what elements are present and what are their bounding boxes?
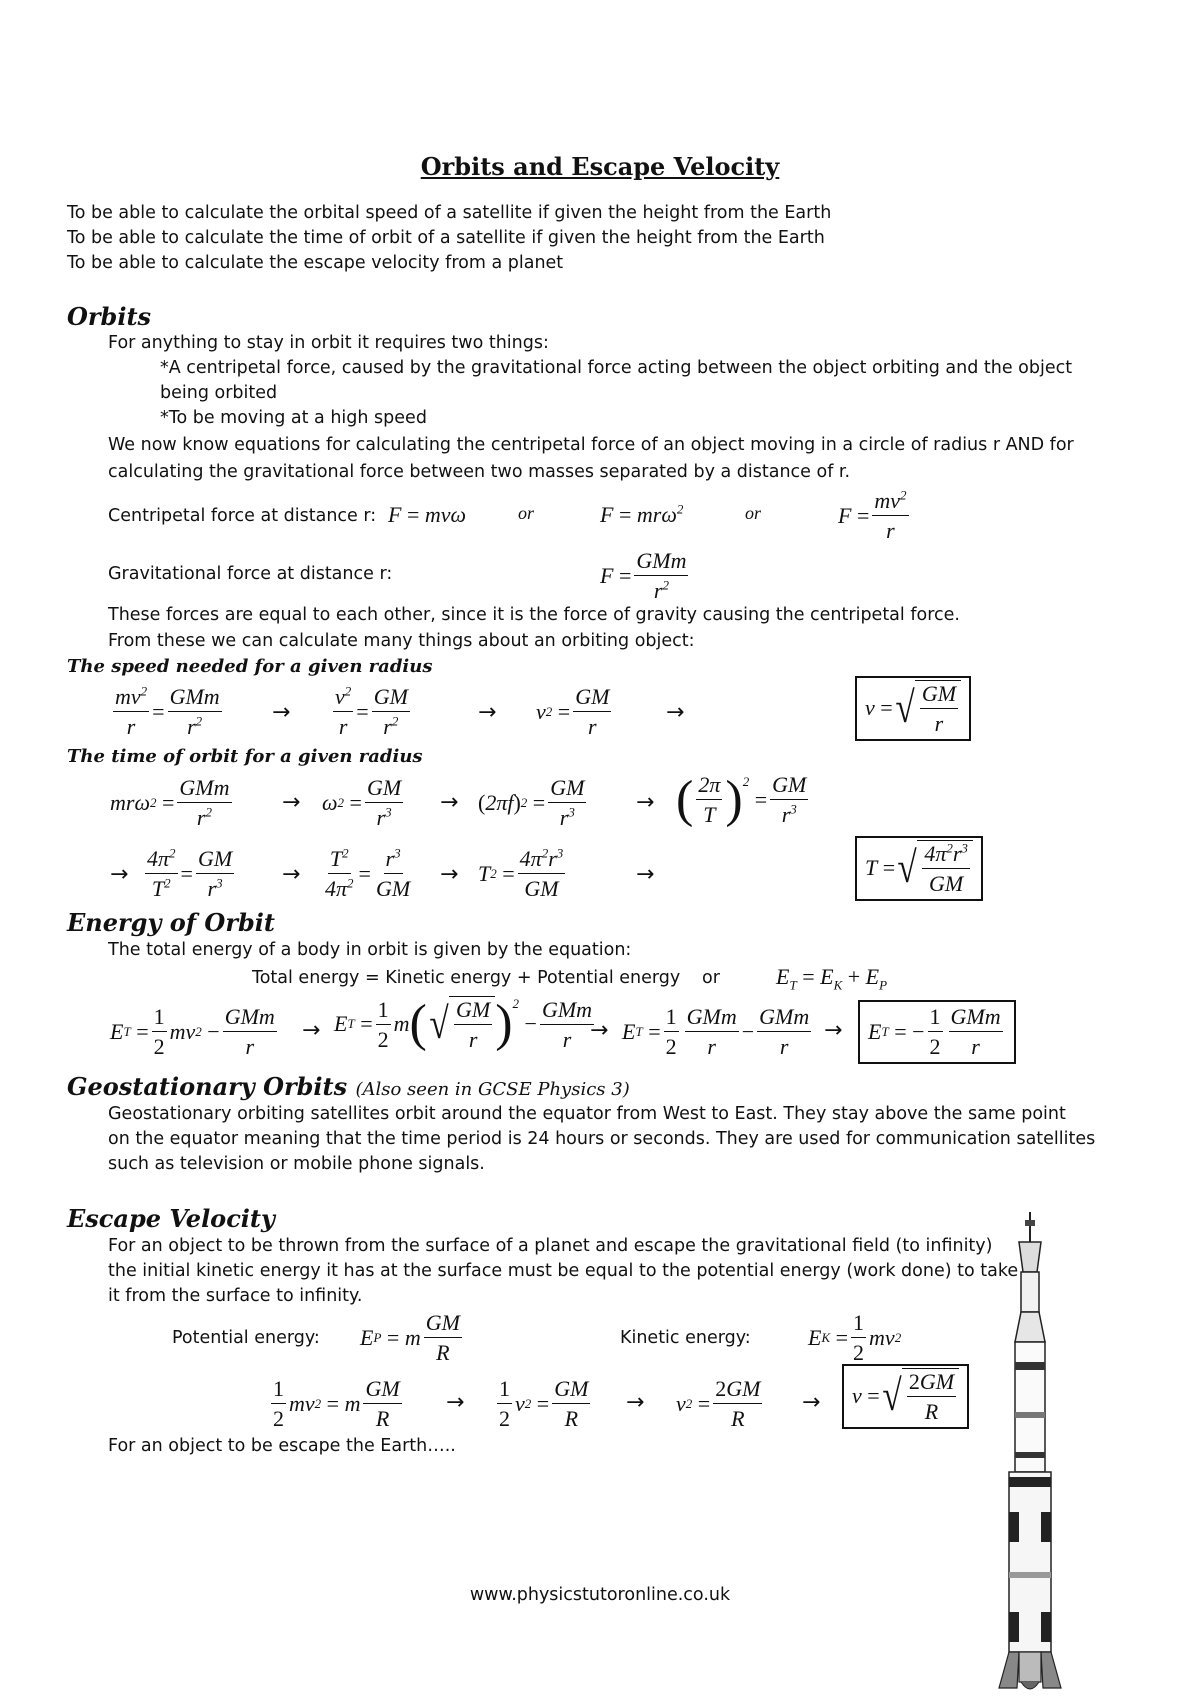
centripetal-label: Centripetal force at distance r: xyxy=(108,506,377,526)
geo-heading: Geostationary Orbits xyxy=(67,1072,348,1101)
orbits-bullet-1-cont: being orbited xyxy=(160,383,278,403)
energy-formula: $E_T = E_K + E_P$ xyxy=(776,964,888,993)
escape-line-3: it from the surface to infinity. xyxy=(108,1286,363,1306)
energy-or: or xyxy=(702,968,720,988)
arrow-icon: → xyxy=(110,862,129,887)
arrow-icon: → xyxy=(626,1390,645,1415)
orbits-para-1: We now know equations for calculating the centripetal force of an object moving in a circle of radius r AND for xyxy=(108,435,1074,455)
or-word-1: or xyxy=(518,503,535,523)
orbits-bullet-2: *To be moving at a high speed xyxy=(160,408,427,428)
geo-line-3: such as television or mobile phone signals. xyxy=(108,1154,485,1174)
or-word-2: or xyxy=(745,503,762,523)
energy-intro: The total energy of a body in orbit is given by the equation: xyxy=(108,940,632,960)
orbits-intro: For anything to stay in orbit it requires two things: xyxy=(108,333,549,353)
arrow-icon: → xyxy=(590,1018,609,1043)
orbits-bullet-1: *A centripetal force, caused by the gravitational force acting between the object orbiting and the object xyxy=(160,358,1073,378)
geo-line-2: on the equator meaning that the time period is 24 hours or seconds. They are used for communication satellites xyxy=(108,1129,1096,1149)
energy-eq-1: E T = $\frac{1}{2}$ mv 2 − $\frac{\text{GMm}}{r}$ xyxy=(110,1004,275,1060)
from-these-text: From these we can calculate many things about an orbiting object: xyxy=(108,631,695,651)
arrow-icon: → xyxy=(302,1018,321,1043)
potential-label: Potential energy: xyxy=(172,1328,320,1348)
arrow-icon: → xyxy=(446,1390,465,1415)
arrow-icon: → xyxy=(824,1018,843,1043)
orbits-para-2: calculating the gravitational force between two masses separated by a distance of r. xyxy=(108,462,851,482)
centripetal-formula-1: F = mvω xyxy=(388,502,467,527)
footer-url: www.physicstutoronline.co.uk xyxy=(469,1585,731,1605)
time-result-box: T = √ $\frac{4\pi^2r^3}{GM}$ xyxy=(855,836,983,901)
escape-line-2: the initial kinetic energy it has at the surface must be equal to the potential energy (work done) to take xyxy=(108,1261,1019,1281)
escape-result-box: v = √ $\frac{2GM}{R}$ xyxy=(842,1364,969,1429)
energy-words: Total energy = Kinetic energy + Potential energy xyxy=(252,968,681,988)
centripetal-formula-2: F = mrω$^2$ xyxy=(600,501,684,527)
objective-3: To be able to calculate the escape velocity from a planet xyxy=(67,253,564,273)
centripetal-formula-3: F = $\frac{mv^2}{r}$ xyxy=(838,487,907,544)
geo-heading-row xyxy=(67,1072,630,1101)
objective-2: To be able to calculate the time of orbit of a satellite if given the height from the Earth xyxy=(67,228,825,248)
escape-line-1: For an object to be thrown from the surface of a planet and escape the gravitational field (to infinity) xyxy=(108,1236,993,1256)
escape-heading: Escape Velocity xyxy=(67,1204,275,1233)
escape-eq-2: $\frac{1}{2}$ v 2 = $\frac{GM}{R}$ xyxy=(499,1376,589,1432)
escape-final-line: For an object to be escape the Earth….. xyxy=(108,1436,456,1456)
time-eq-5: $\frac{4\pi^2}{T^2}$ = $\frac{GM}{r^3}$ xyxy=(147,845,233,902)
time-eq-7: T 2 = $\frac{4\pi^2r^3}{GM}$ xyxy=(478,845,564,902)
arrow-icon: → xyxy=(282,790,301,815)
time-heading: The time of orbit for a given radius xyxy=(67,746,423,767)
arrow-icon: → xyxy=(802,1390,821,1415)
time-eq-1: mrω 2 = $\frac{\text{GMm}}{r^2}$ xyxy=(110,775,230,831)
energy-eq-3: E T = $\frac{1}{2}$ $\frac{\text{GMm}}{r}$ − $\frac{\text{GMm}}{r}$ xyxy=(622,1004,810,1060)
arrow-icon: → xyxy=(440,862,459,887)
speed-eq-1: $\frac{mv^2}{r}$ = $\frac{\text{GMm}}{r^2}$ xyxy=(115,683,220,740)
time-eq-6: $\frac{T^2}{4\pi^2}$ = $\frac{r^3}{GM}$ xyxy=(325,845,411,902)
arrow-icon: → xyxy=(636,862,655,887)
arrow-icon: → xyxy=(272,700,291,725)
geo-line-1: Geostationary orbiting satellites orbit around the equator from West to East. They stay above the same point xyxy=(108,1104,1066,1124)
energy-eq-2: E T = $\frac{1}{2}$ m ( √ $\frac{GM}{r}$ ) $^2$ − $\frac{\text{GMm}}{r}$ xyxy=(334,995,593,1053)
arrow-icon: → xyxy=(666,700,685,725)
rocket-illustration xyxy=(995,1212,1065,1696)
speed-result-box: v = √ $\frac{GM}{r}$ xyxy=(855,676,971,741)
speed-eq-3: v 2 = $\frac{GM}{r}$ xyxy=(536,684,610,740)
arrow-icon: → xyxy=(440,790,459,815)
geo-note: (Also seen in GCSE Physics 3) xyxy=(355,1079,630,1100)
potential-formula: E P = m $\frac{GM}{R}$ xyxy=(360,1310,460,1366)
objective-1: To be able to calculate the orbital speed of a satellite if given the height from the Earth xyxy=(67,203,832,223)
orbits-heading: Orbits xyxy=(67,302,152,331)
energy-heading: Energy of Orbit xyxy=(67,908,275,937)
kinetic-label: Kinetic energy: xyxy=(620,1328,751,1348)
gravitational-formula: F = $\frac{\text{GMm}}{r^2}$ xyxy=(600,548,687,604)
page-title: Orbits and Escape Velocity xyxy=(420,152,780,181)
speed-heading: The speed needed for a given radius xyxy=(67,656,433,677)
escape-eq-1: $\frac{1}{2}$ mv 2 = m $\frac{GM}{R}$ xyxy=(273,1376,400,1432)
arrow-icon: → xyxy=(636,790,655,815)
time-eq-2: ω 2 = $\frac{GM}{r^3}$ xyxy=(322,775,402,831)
kinetic-formula: E K = $\frac{1}{2}$ mv 2 xyxy=(808,1310,902,1366)
gravitational-label: Gravitational force at distance r: xyxy=(108,564,393,584)
escape-eq-3: v 2 = $\frac{2GM}{R}$ xyxy=(676,1376,761,1432)
time-eq-3: ( 2πf ) 2 = $\frac{GM}{r^3}$ xyxy=(478,775,585,831)
time-eq-4: ( $\frac{2\pi}{T}$ ) $^2$ = $\frac{GM}{r^3}$ xyxy=(676,770,807,828)
arrow-icon: → xyxy=(478,700,497,725)
equal-forces-text: These forces are equal to each other, since it is the force of gravity causing the centripetal force. xyxy=(108,605,960,625)
arrow-icon: → xyxy=(282,862,301,887)
speed-eq-2: $\frac{v^2}{r}$ = $\frac{GM}{r^2}$ xyxy=(335,683,408,740)
energy-result-box: E T = − $\frac{1}{2}$ $\frac{\text{GMm}}{r}$ xyxy=(858,1000,1016,1064)
